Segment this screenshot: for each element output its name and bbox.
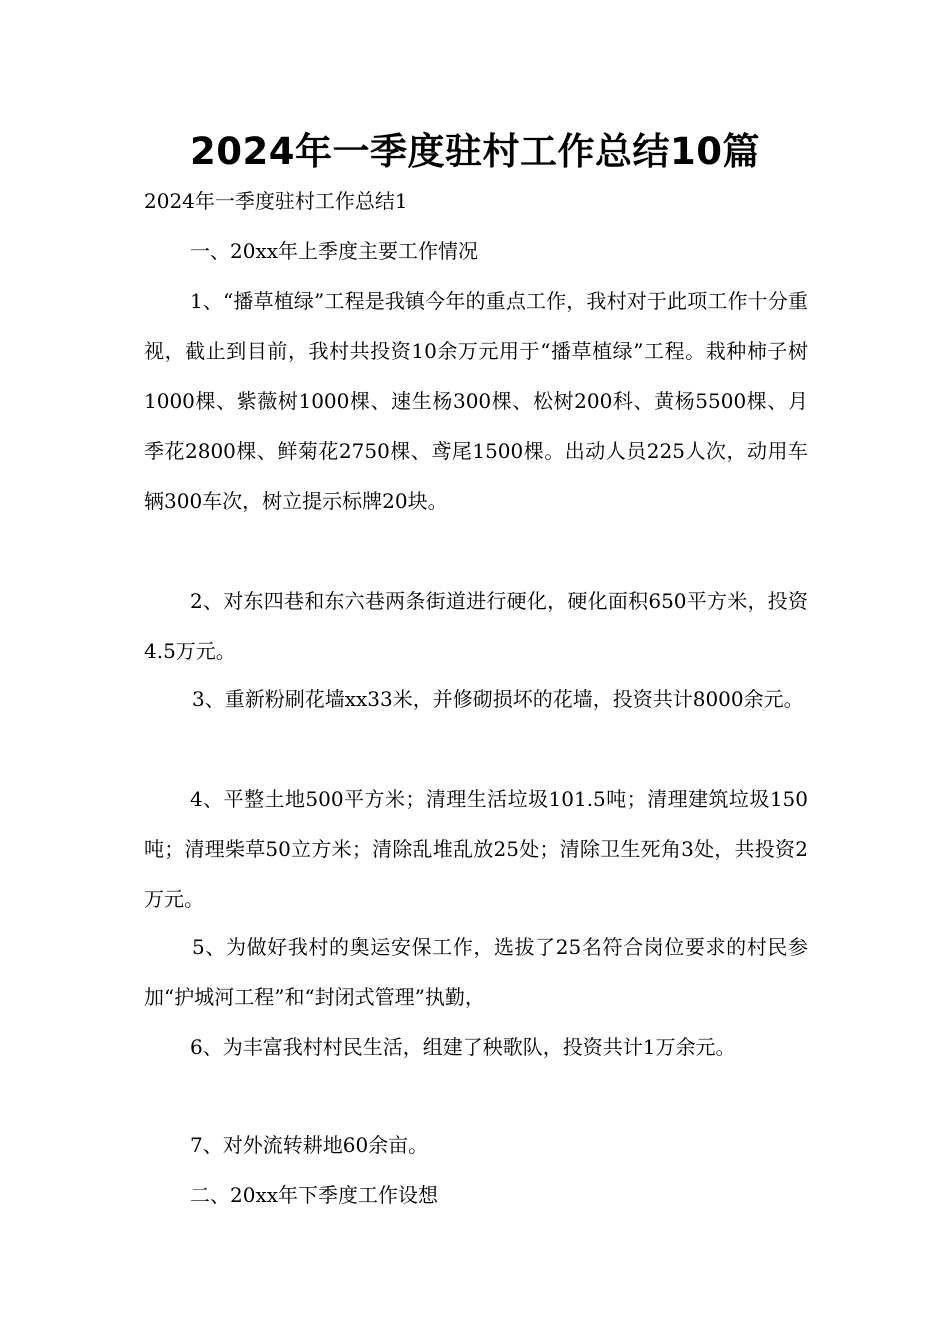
document-subtitle: 2024年一季度驻村工作总结1 <box>144 189 408 213</box>
section-heading-2: 二、20xx年下季度工作设想 <box>190 1183 439 1207</box>
paragraph-item-3: 3、重新粉刷花墙xx33米，并修砌损坏的花墙，投资共计8000余元。 <box>192 687 804 711</box>
paragraph-item-5: 5、为做好我村的奥运安保工作，选拔了25名符合岗位要求的村民参加“护城河工程”和“封闭式管理”执勤， <box>144 935 808 1009</box>
paragraph-item-6: 6、为丰富我村村民生活，组建了秧歌队，投资共计1万余元。 <box>190 1035 736 1059</box>
paragraph-item-1: 1、“播草植绿”工程是我镇今年的重点工作，我村对于此项工作十分重视，截止到目前，我村共投资10余万元用于“播草植绿”工程。栽种柿子树1000棵、紫薇树1000棵、速生杨300棵、松树200科、黄杨5500棵、月季花2800棵、鲜菊花2750棵、鸢尾1500棵。出动人员225人次，动用车辆300车次，树立提示标牌20块。 <box>144 289 808 513</box>
document-title: 2024年一季度驻村工作总结10篇 <box>190 130 760 173</box>
paragraph-item-4: 4、平整土地500平方米；清理生活垃圾101.5吨；清理建筑垃圾150吨；清理柴草50立方米；清除乱堆乱放25处；清除卫生死角3处，共投资2万元。 <box>144 787 808 911</box>
paragraph-item-2: 2、对东四巷和东六巷两条街道进行硬化，硬化面积650平方米，投资4.5万元。 <box>144 589 808 663</box>
section-heading-1: 一、20xx年上季度主要工作情况 <box>190 239 479 263</box>
paragraph-item-7: 7、对外流转耕地60余亩。 <box>190 1133 429 1157</box>
